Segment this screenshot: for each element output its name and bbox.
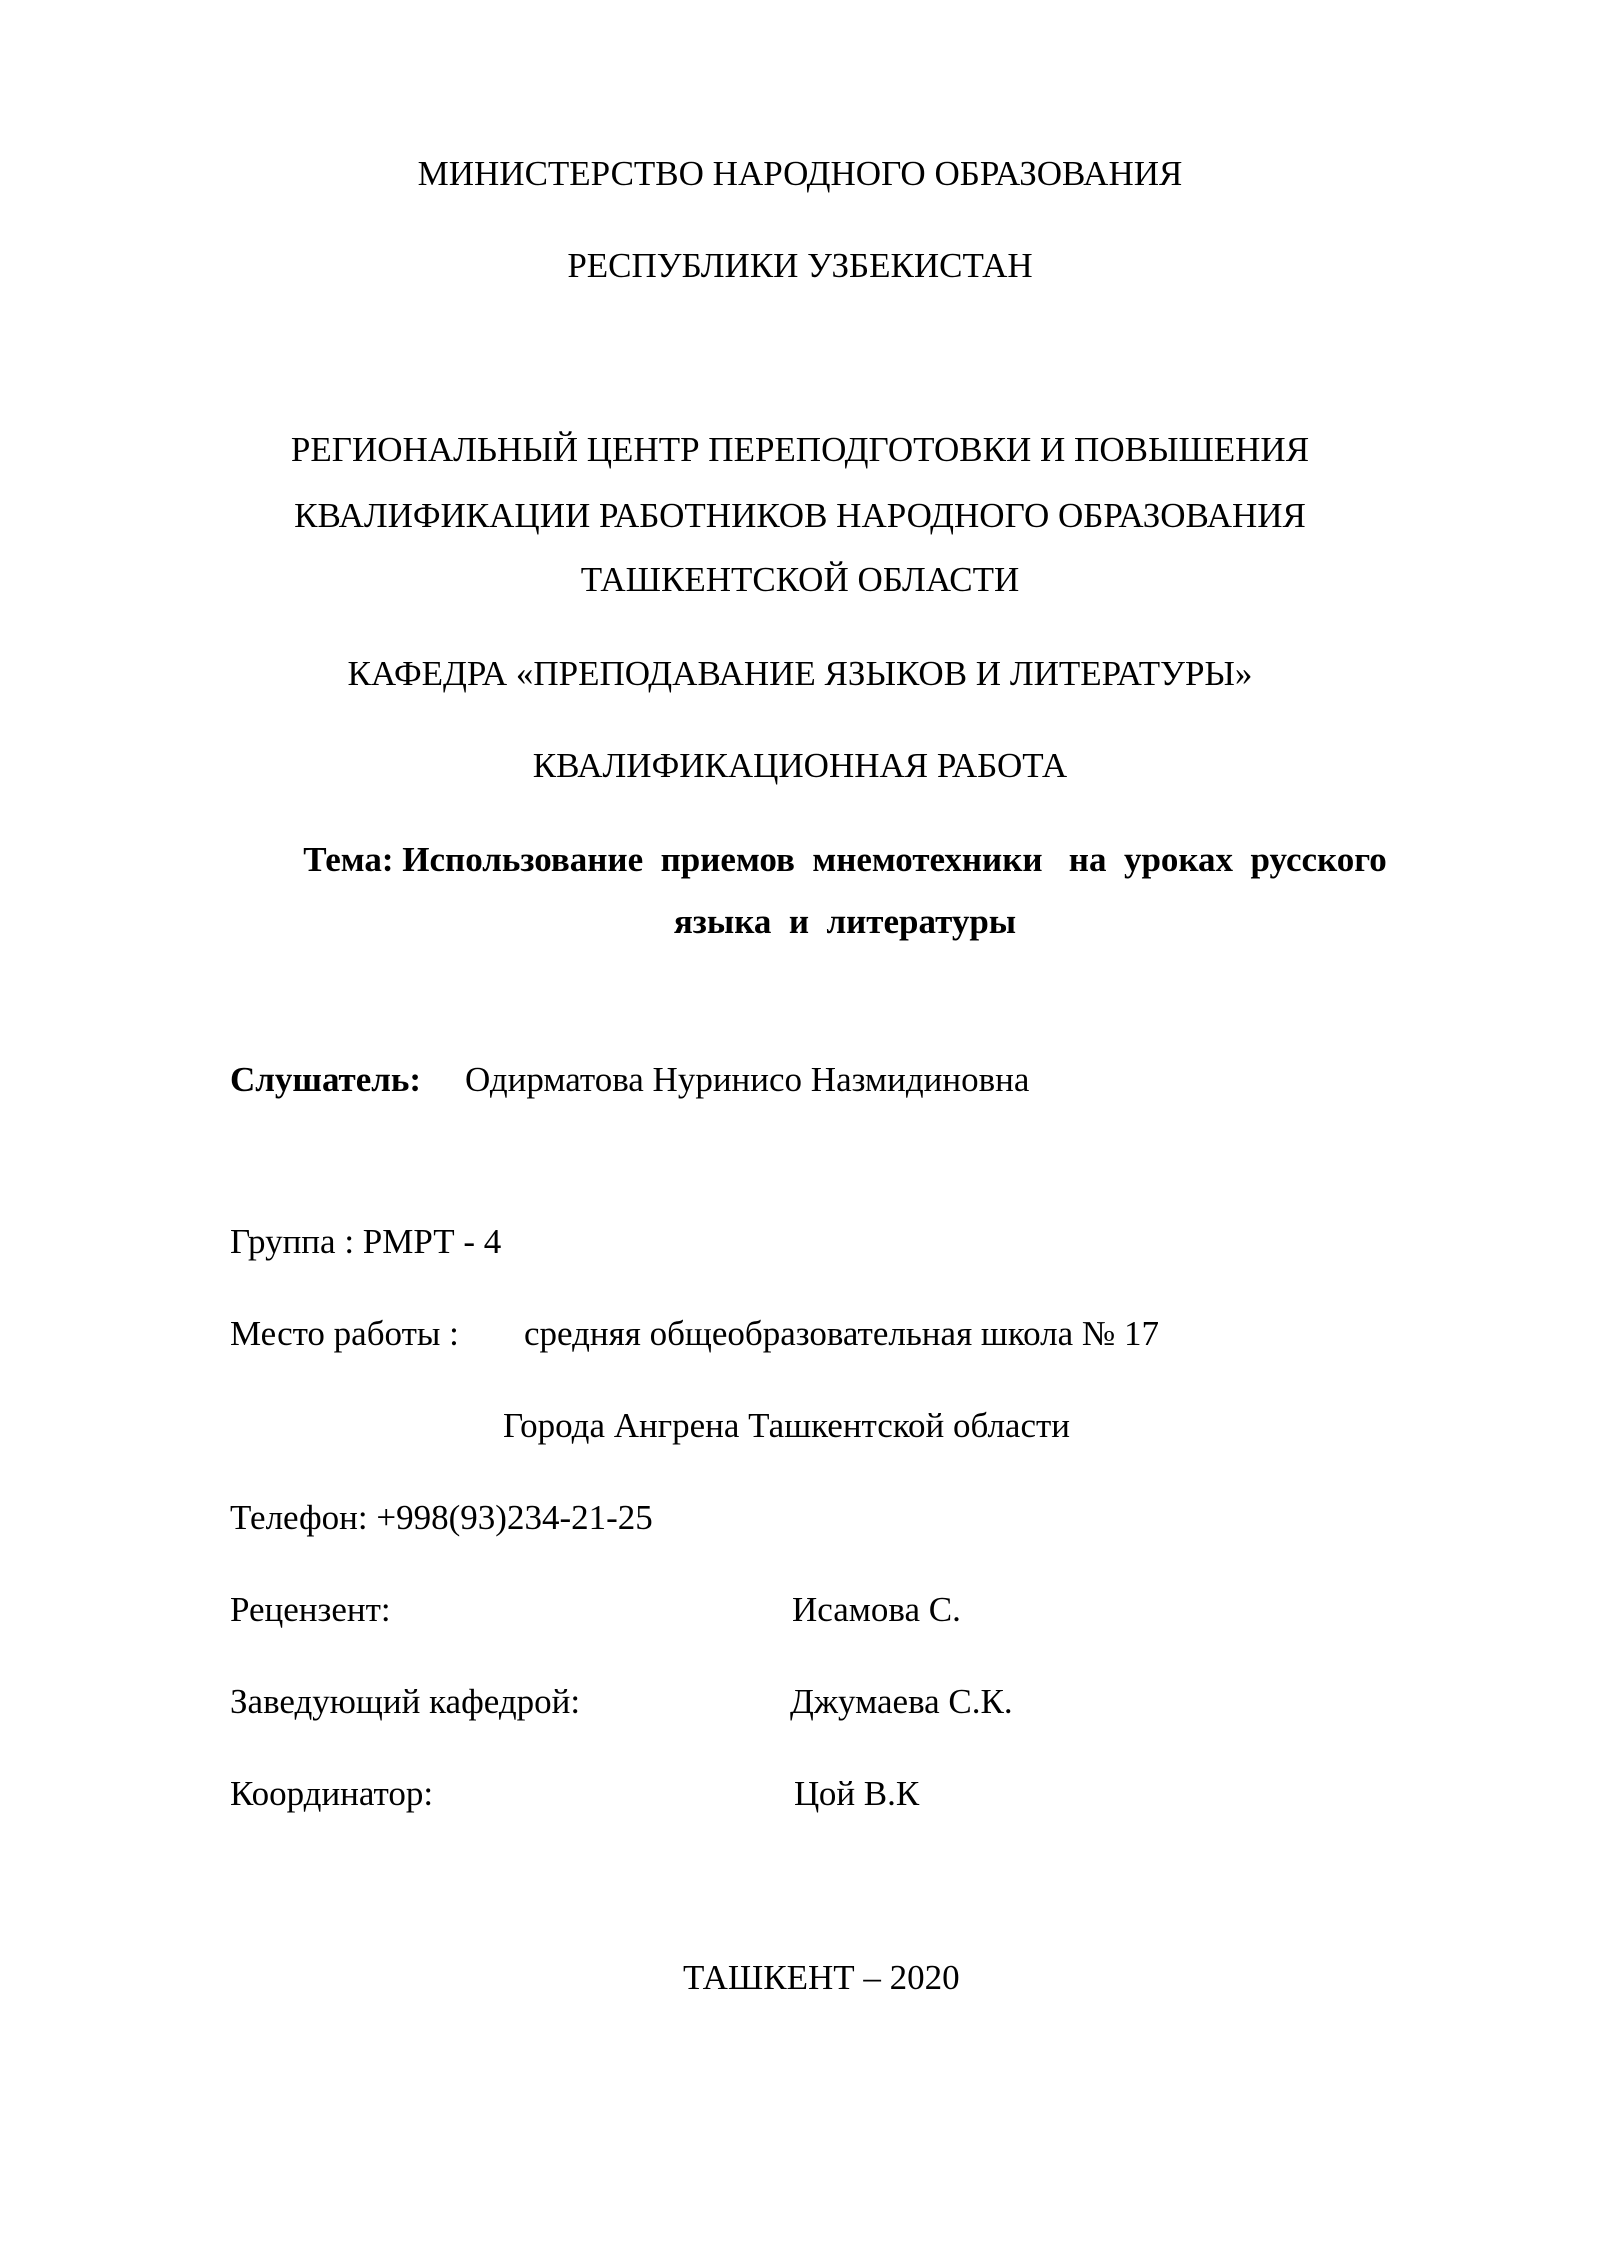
listener-name: Одирматова Нуринисо Назмидиновна: [465, 1060, 1030, 1099]
head-of-department-label: Заведующий кафедрой:: [230, 1682, 581, 1721]
head-of-department-name: Джумаева С.К.: [790, 1682, 1013, 1721]
city-year: ТАШКЕНТ – 2020: [683, 1958, 960, 1997]
work-type-title: КВАЛИФИКАЦИОННАЯ РАБОТА: [532, 746, 1068, 785]
reviewer-label: Рецензент:: [230, 1590, 391, 1629]
workplace-label: Место работы :: [230, 1314, 459, 1353]
center-line-3: ТАШКЕНТСКОЙ ОБЛАСТИ: [580, 560, 1020, 599]
listener-label: Слушатель:: [230, 1060, 422, 1099]
coordinator-name: Цой В.К: [794, 1774, 920, 1813]
workplace-value: средняя общеобразовательная школа № 17: [524, 1314, 1160, 1353]
ministry-line-2: РЕСПУБЛИКИ УЗБЕКИСТАН: [567, 246, 1033, 285]
ministry-line-1: МИНИСТЕРСТВО НАРОДНОГО ОБРАЗОВАНИЯ: [417, 154, 1183, 193]
topic-line-2: языка и литературы: [673, 902, 1017, 941]
group-line: Группа : РМРТ - 4: [230, 1222, 502, 1261]
coordinator-label: Координатор:: [230, 1774, 434, 1813]
department-title: КАФЕДРА «ПРЕПОДАВАНИЕ ЯЗЫКОВ И ЛИТЕРАТУРЫ»: [347, 654, 1253, 693]
center-line-1: РЕГИОНАЛЬНЫЙ ЦЕНТР ПЕРЕПОДГОТОВКИ И ПОВЫШЕНИЯ: [290, 430, 1310, 469]
phone-line: Телефон: +998(93)234-21-25: [230, 1498, 653, 1537]
reviewer-name: Исамова С.: [792, 1590, 961, 1629]
center-line-2: КВАЛИФИКАЦИИ РАБОТНИКОВ НАРОДНОГО ОБРАЗОВАНИЯ: [294, 496, 1306, 535]
topic-line-1: Тема: Использование приемов мнемотехники на уроках русского: [303, 840, 1387, 879]
workplace-city: Города Ангрена Ташкентской области: [503, 1406, 1071, 1445]
